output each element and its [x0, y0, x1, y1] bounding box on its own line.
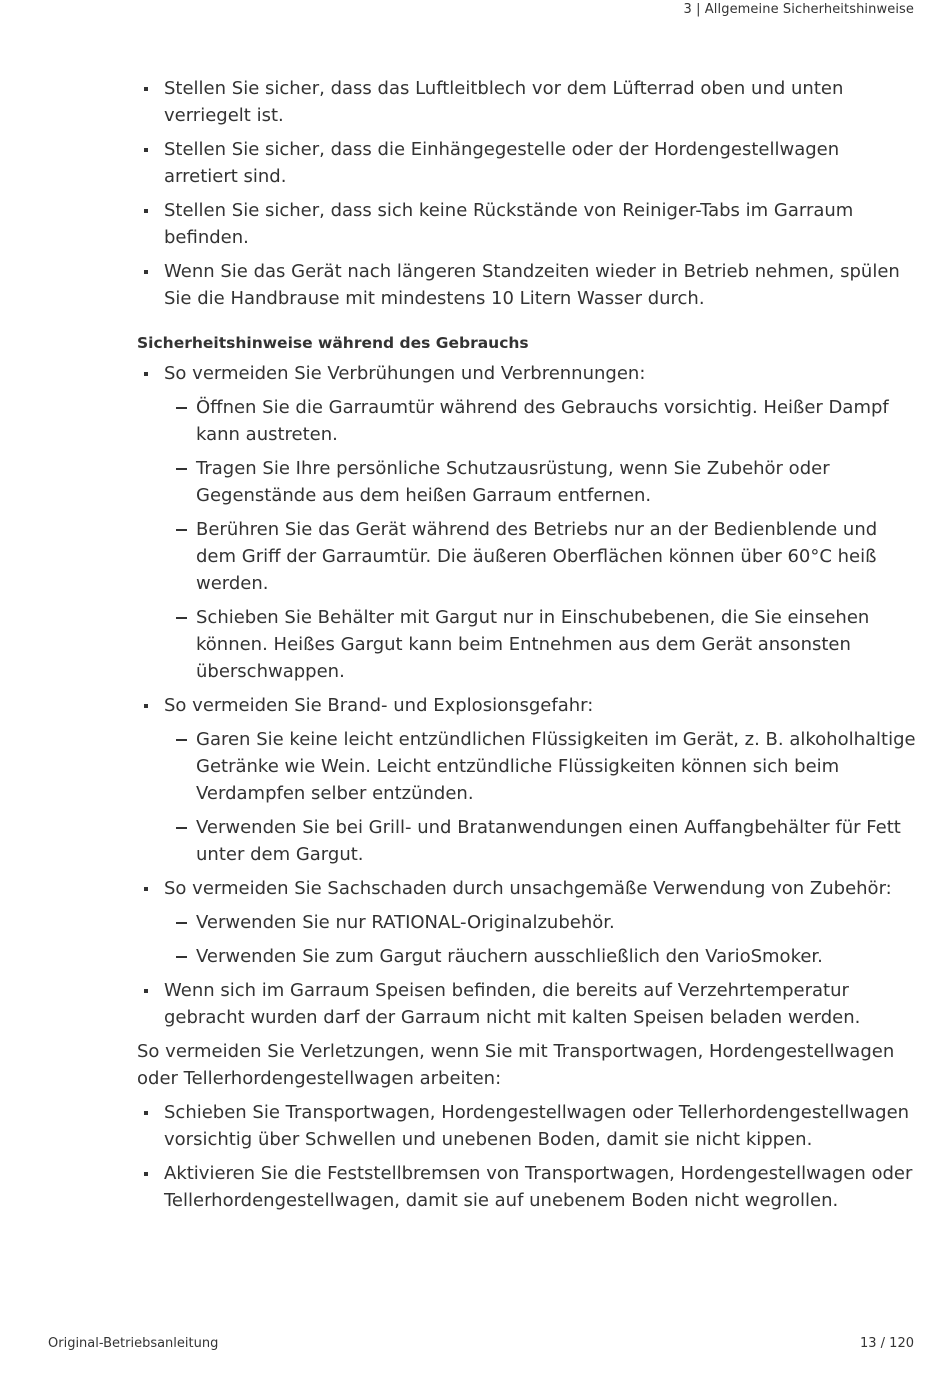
section-heading: Sicherheitshinweise während des Gebrauchs [137, 334, 529, 352]
dash-item: Berühren Sie das Gerät während des Betriebs nur an der Bedienblende und dem Griff der Garraumtür. Die äußeren Oberflächen können über 60°C heiß werden. [164, 516, 917, 597]
footer-document-title: Original-Betriebsanleitung [48, 1336, 219, 1351]
bullet-item: Stellen Sie sicher, dass das Luftleitblech vor dem Lüfterrad oben und unten verriegelt ist. [137, 75, 917, 129]
page-number: 13 / 120 [860, 1336, 914, 1351]
dash-list [164, 394, 917, 685]
bullet-item: Schieben Sie Transportwagen, Hordengestellwagen oder Tellerhordengestellwagen vorsichtig über Schwellen und unebenen Boden, damit sie nicht kippen. [137, 1099, 917, 1153]
bullet-item: Wenn Sie das Gerät nach längeren Standzeiten wieder in Betrieb nehmen, spülen Sie die Handbrause mit mindestens 10 Litern Wasser durch. [137, 258, 917, 312]
dash-item: Verwenden Sie bei Grill- und Bratanwendungen einen Auffangbehälter für Fett unter dem Gargut. [164, 814, 917, 868]
intro-bullet-list [137, 75, 917, 312]
dash-item: Tragen Sie Ihre persönliche Schutzausrüstung, wenn Sie Zubehör oder Gegenstände aus dem heißen Garraum entfernen. [164, 455, 917, 509]
dash-list [164, 726, 917, 868]
dash-item: Verwenden Sie zum Gargut räuchern ausschließlich den VarioSmoker. [164, 943, 917, 970]
transport-paragraph: So vermeiden Sie Verletzungen, wenn Sie mit Transportwagen, Hordengestellwagen oder Tellerhordengestellwagen arbeiten: [137, 1041, 895, 1089]
dash-item: Garen Sie keine leicht entzündlichen Flüssigkeiten im Gerät, z. B. alkoholhaltige Getränke wie Wein. Leicht entzündliche Flüssigkeiten können sich beim Verdampfen selber entzünden. [164, 726, 917, 807]
dash-item: Öffnen Sie die Garraumtür während des Gebrauchs vorsichtig. Heißer Dampf kann austreten. [164, 394, 917, 448]
page-content [137, 75, 917, 1221]
bullet-label: So vermeiden Sie Verbrühungen und Verbrennungen: [164, 363, 646, 384]
usage-bullet-list [137, 360, 917, 1031]
running-header: 3 | Allgemeine Sicherheitshinweise [683, 2, 914, 17]
bullet-item-scalds [137, 360, 917, 685]
bullet-item: Stellen Sie sicher, dass die Einhängegestelle oder der Hordengestellwagen arretiert sind. [137, 136, 917, 190]
bullet-label: So vermeiden Sie Sachschaden durch unsachgemäße Verwendung von Zubehör: [164, 878, 892, 899]
bullet-item: Stellen Sie sicher, dass sich keine Rückstände von Reiniger-Tabs im Garraum befinden. [137, 197, 917, 251]
bullet-item: Aktivieren Sie die Feststellbremsen von Transportwagen, Hordengestellwagen oder Tellerhordengestellwagen, damit sie auf unebenem Boden nicht wegrollen. [137, 1160, 917, 1214]
bullet-item-fire [137, 692, 917, 868]
bullet-item-damage [137, 875, 917, 970]
bullet-label: So vermeiden Sie Brand- und Explosionsgefahr: [164, 695, 594, 716]
bullet-item: Wenn sich im Garraum Speisen befinden, die bereits auf Verzehrtemperatur gebracht wurden darf der Garraum nicht mit kalten Speisen beladen werden. [137, 977, 917, 1031]
dash-list [164, 909, 917, 970]
dash-item: Verwenden Sie nur RATIONAL-Originalzubehör. [164, 909, 917, 936]
dash-item: Schieben Sie Behälter mit Gargut nur in Einschubebenen, die Sie einsehen können. Heißes Gargut kann beim Entnehmen aus dem Gerät ansonsten überschwappen. [164, 604, 917, 685]
transport-bullet-list [137, 1099, 917, 1214]
